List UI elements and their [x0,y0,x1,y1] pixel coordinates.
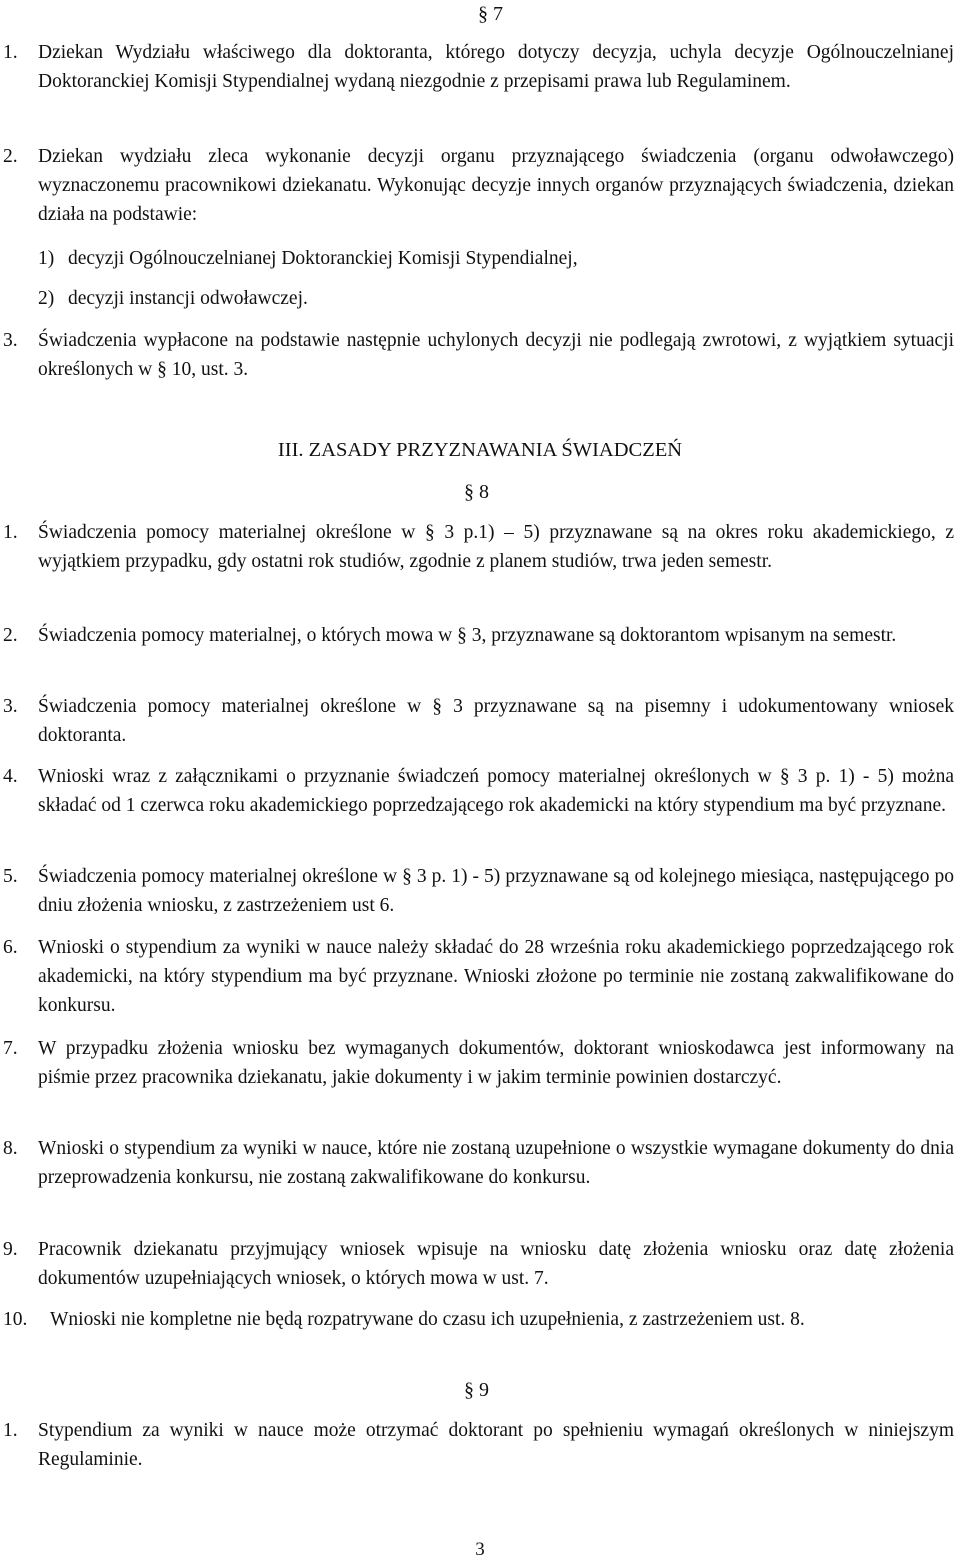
paragraph-text: Świadczenia pomocy materialnej określone w § 3 przyznawane są na pisemny i udokumentowany wniosek doktoranta. [38,696,954,746]
paragraph-text: Świadczenia pomocy materialnej, o których mowa w § 3, przyznawane są doktorantom wpisanym na semestr. [38,625,897,646]
paragraph-text: Stypendium za wyniki w nauce może otrzymać doktorant po spełnieniu wymagań określonych w niniejszym Regulaminie. [38,1420,954,1470]
paragraph-text: Wnioski o stypendium za wyniki w nauce należy składać do 28 września roku akademickiego poprzedzającego rok akademicki, na który stypendium ma być przyznane. Wnioski złożone po terminie nie zostaną zakwalifikowane do konkursu. [38,937,954,1016]
paragraph-text: Wnioski nie kompletne nie będą rozpatrywane do czasu ich uzupełnienia, z zastrzeżeniem ust. 8. [50,1309,805,1330]
paragraph-number: 2. [3,146,18,167]
paragraph-text: Wnioski o stypendium za wyniki w nauce, które nie zostaną uzupełnione o wszystkie wymagane dokumenty do dnia przeprowadzenia konkursu, nie zostaną zakwalifikowane do konkursu. [38,1138,954,1188]
paragraph-number: 9. [3,1239,18,1260]
page-number: 3 [475,1539,485,1560]
paragraph-number: 8. [3,1138,18,1159]
paragraph-number: 10. [3,1309,28,1330]
paragraph-text: W przypadku złożenia wniosku bez wymaganych dokumentów, doktorant wnioskodawca jest informowany na piśmie przez pracownika dziekanatu, jakie dokumenty i w jakim terminie powinien dostarczyć. [38,1038,954,1088]
paragraph-text: Świadczenia pomocy materialnej określone w § 3 p. 1) - 5) przyznawane są od kolejnego miesiąca, następującego po dniu złożenia wniosku, z zastrzeżeniem ust 6. [38,866,954,916]
paragraph-number: 5. [3,866,18,887]
paragraph-number: 1. [3,522,18,543]
subitem-text: decyzji Ogólnouczelnianej Doktoranckiej Komisji Stypendialnej, [68,248,578,269]
paragraph-text: Dziekan wydziału zleca wykonanie decyzji organu przyznającego świadczenia (organu odwoławczego) wyznaczonemu pracownikowi dziekanatu. Wykonując decyzje innych organów przyznających świadczenia, dziekan działa na podstawie: [38,146,954,225]
section-mark-9: § 9 [464,1379,489,1401]
paragraph-text: Świadczenia pomocy materialnej określone w § 3 p.1) – 5) przyznawane są na okres roku akademickiego, z wyjątkiem przypadku, gdy ostatni rok studiów, zgodnie z planem studiów, trwa jeden semestr. [38,522,954,572]
paragraph-number: 3. [3,696,18,717]
paragraph-number: 1. [3,1420,18,1441]
section-mark-8: § 8 [464,481,489,503]
section-mark-7: § 7 [478,3,503,25]
paragraph-text: Świadczenia wypłacone na podstawie następnie uchylonych decyzji nie podlegają zwrotowi, z wyjątkiem sytuacji określonych w § 10, ust. 3. [38,330,954,380]
paragraph-number: 1. [3,42,18,63]
paragraph-number: 3. [3,330,18,351]
paragraph-number: 4. [3,766,18,787]
subitem-number: 2) [38,288,55,309]
chapter-heading: III. ZASADY PRZYZNAWANIA ŚWIADCZEŃ [277,439,683,461]
paragraph-number: 2. [3,625,18,646]
subitem-number: 1) [38,248,55,269]
paragraph-text: Wnioski wraz z załącznikami o przyznanie świadczeń pomocy materialnej określonych w § 3 p. 1) - 5) można składać od 1 czerwca roku akademickiego poprzedzającego rok akademicki na który stypendium ma być przyznane. [38,766,954,816]
paragraph-number: 7. [3,1038,18,1059]
paragraph-text: Dziekan Wydziału właściwego dla doktoranta, którego dotyczy decyzja, uchyla decyzje Ogólnouczelnianej Doktoranckiej Komisji Stypendialnej wydaną niezgodnie z przepisami prawa lub Regulaminem. [38,42,954,92]
paragraph-text: Pracownik dziekanatu przyjmujący wniosek wpisuje na wniosku datę złożenia wniosku oraz datę złożenia dokumentów uzupełniających wniosek, o których mowa w ust. 7. [38,1239,954,1289]
paragraph-number: 6. [3,937,18,958]
subitem-text: decyzji instancji odwoławczej. [68,288,308,309]
